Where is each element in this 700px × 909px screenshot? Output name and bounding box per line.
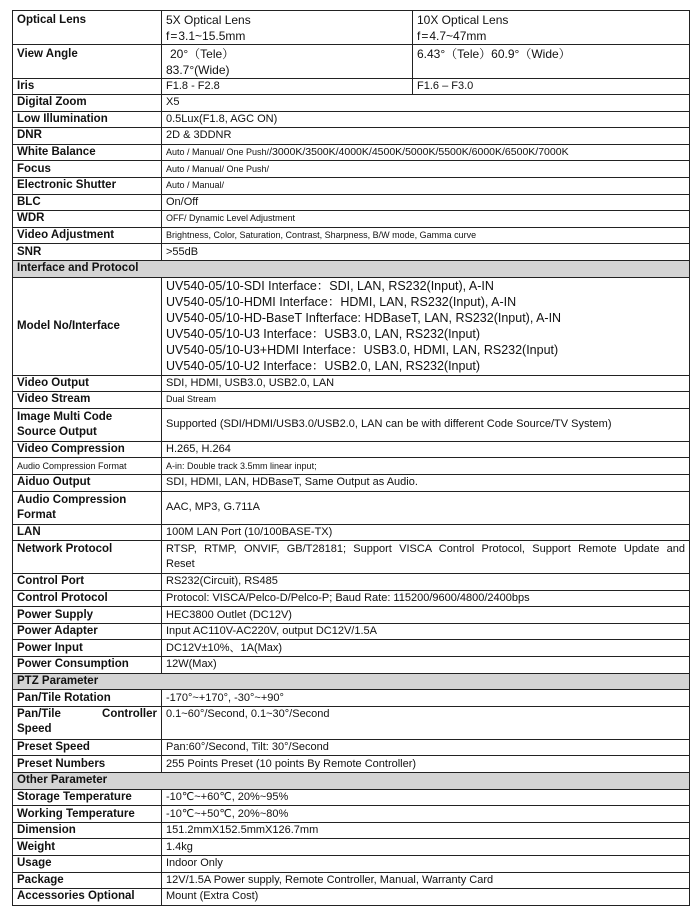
- row-view-angle: [13, 45, 690, 79]
- lens-5x-focal: f = 3.1~15.5mm: [166, 28, 246, 43]
- lens-5x-name: 5X Optical Lens: [166, 12, 251, 27]
- row-value: AAC, MP3, G.711A: [162, 491, 690, 524]
- row-video-compression: [13, 441, 690, 458]
- spec-row: [13, 839, 690, 856]
- row-label: Aiduo Output: [13, 474, 162, 491]
- lens-10x-name: 10X Optical Lens: [417, 12, 509, 27]
- view-5x-wide: 83.7°(Wide): [166, 62, 230, 77]
- row-audio-input: [13, 458, 690, 475]
- lens-10x-cell: [413, 11, 690, 45]
- row-value: -10℃~+60℃, 20%~95%: [162, 789, 690, 806]
- row-value: X5: [162, 95, 690, 112]
- spec-row: [13, 822, 690, 839]
- row-label: Accessories Optional: [13, 889, 162, 906]
- row-value: 12W(Max): [162, 657, 690, 674]
- row-label-line: [17, 707, 157, 722]
- row-value: RS232(Circuit), RS485: [162, 574, 690, 591]
- row-label: Model No/Interface: [13, 277, 162, 375]
- row-video-output: [13, 375, 690, 392]
- row-label: Audio Compression Format: [13, 458, 162, 475]
- row-label: Iris: [13, 79, 162, 95]
- spec-row: [13, 889, 690, 906]
- row-optical-lens: [13, 11, 690, 45]
- row-label: Power Adapter: [13, 623, 162, 640]
- row-value: 0.5Lux(F1.8, AGC ON): [162, 111, 690, 128]
- row-label: Video Output: [13, 375, 162, 392]
- spec-row: [13, 574, 690, 591]
- spec-row: [13, 872, 690, 889]
- network-protocol-line: Reset: [166, 558, 195, 571]
- row-value: 100M LAN Port (10/100BASE-TX): [162, 524, 690, 541]
- row-value: 1.4kg: [162, 839, 690, 856]
- row-label: [13, 706, 162, 739]
- row-value: Protocol: VISCA/Pelco-D/Pelco-P; Baud Rate: 115200/9600/4800/2400bps: [162, 590, 690, 607]
- row-preset-numbers: [13, 756, 690, 773]
- row-iris: [13, 79, 690, 95]
- row-network-protocol: [13, 541, 690, 574]
- spec-row: [13, 806, 690, 823]
- row-label: Electronic Shutter: [13, 177, 162, 194]
- row-label: Weight: [13, 839, 162, 856]
- row-label: View Angle: [13, 45, 162, 79]
- row-label: BLC: [13, 194, 162, 211]
- row-label: White Balance: [13, 144, 162, 161]
- section-other: [13, 773, 690, 790]
- row-label-line: Audio Compression: [17, 493, 127, 506]
- model-line: UV540-05/10-U3+HDMI Interface：USB3.0, HDMI, LAN, RS232(Input): [166, 343, 559, 358]
- row-label: [13, 408, 162, 441]
- row-label: SNR: [13, 244, 162, 261]
- row-label: Preset Numbers: [13, 756, 162, 773]
- spec-row: [13, 211, 690, 228]
- spec-row: [13, 856, 690, 873]
- spec-row: [13, 623, 690, 640]
- row-label: Video Adjustment: [13, 227, 162, 244]
- row-label-line: Speed: [17, 722, 52, 735]
- view-5x-tele: 20°（Tele）: [170, 46, 235, 61]
- row-value: -170°~+170°, -30°~+90°: [162, 690, 690, 707]
- row-image-multi: [13, 408, 690, 441]
- row-label: LAN: [13, 524, 162, 541]
- row-controller-speed: [13, 706, 690, 739]
- row-value: Auto / Manual/: [162, 177, 690, 194]
- row-value: Pan:60°/Second, Tilt: 30°/Second: [162, 739, 690, 756]
- row-value: HEC3800 Outlet (DC12V): [162, 607, 690, 624]
- row-value: 12V/1.5A Power supply, Remote Controller, Manual, Warranty Card: [162, 872, 690, 889]
- row-label: DNR: [13, 128, 162, 145]
- row-lan: [13, 524, 690, 541]
- iris-10x-value: F1.6 – F3.0: [413, 79, 690, 95]
- row-model-interface: [13, 277, 690, 375]
- row-label: Video Stream: [13, 392, 162, 409]
- section-title: Interface and Protocol: [13, 260, 690, 277]
- model-line: UV540-05/10-U3 Interface：USB3.0, LAN, RS232(Input): [166, 327, 481, 342]
- row-label-line: Source Output: [17, 425, 97, 438]
- model-line: UV540-05/10-HD-BaseT Infterface: HDBaseT, LAN, RS232(Input), A-IN: [166, 311, 562, 326]
- row-preset-speed: [13, 739, 690, 756]
- network-protocol-line: RTSP, RTMP, ONVIF, GB/T28181; Support VISCA Control Protocol, Support Remote Update and: [166, 543, 685, 556]
- row-label: Power Supply: [13, 607, 162, 624]
- model-line: UV540-05/10-HDMI Interface：HDMI, LAN, RS232(Input), A-IN: [166, 295, 517, 310]
- wb-kelvin-text: /3000K/3500K/4000K/4500K/5000K/5500K/6000K/6500K/7000K: [269, 146, 569, 159]
- row-value: DC12V±10%、1A(Max): [162, 640, 690, 657]
- row-value: Indoor Only: [162, 856, 690, 873]
- row-label: Package: [13, 872, 162, 889]
- row-label: Dimension: [13, 822, 162, 839]
- row-label: WDR: [13, 211, 162, 228]
- row-label: Preset Speed: [13, 739, 162, 756]
- row-label: Usage: [13, 856, 162, 873]
- row-value: SDI, HDMI, LAN, HDBaseT, Same Output as Audio.: [162, 474, 690, 491]
- view-5x-cell: [162, 45, 413, 79]
- row-value: 2D & 3DDNR: [162, 128, 690, 145]
- model-line: UV540-05/10-U2 Interface：USB2.0, LAN, RS232(Input): [166, 359, 481, 374]
- section-title: PTZ Parameter: [13, 673, 690, 690]
- row-audio-output: [13, 474, 690, 491]
- spec-row: [13, 194, 690, 211]
- row-label: Control Protocol: [13, 590, 162, 607]
- section-interface: [13, 260, 690, 277]
- spec-row: [13, 95, 690, 112]
- spec-row: [13, 161, 690, 178]
- row-label: Focus: [13, 161, 162, 178]
- row-value: Input AC110V-AC220V, output DC12V/1.5A: [162, 623, 690, 640]
- label-part: Pan/Tile: [17, 707, 61, 720]
- row-label: Low Illumination: [13, 111, 162, 128]
- wb-mode-text: Auto / Manual/ One Push/: [166, 147, 270, 158]
- row-value: A-in: Double track 3.5mm linear input;: [162, 458, 690, 475]
- row-label: Working Temperature: [13, 806, 162, 823]
- row-value: Mount (Extra Cost): [162, 889, 690, 906]
- row-video-stream: [13, 392, 690, 409]
- spec-row: [13, 657, 690, 674]
- row-value: H.265, H.264: [162, 441, 690, 458]
- spec-table: [12, 10, 690, 906]
- iris-5x-value: F1.8 - F2.8: [162, 79, 413, 95]
- spec-row: [13, 607, 690, 624]
- row-value: [162, 144, 690, 161]
- label-part: Controller: [102, 707, 157, 720]
- spec-row: [13, 227, 690, 244]
- row-audio-compression: [13, 491, 690, 524]
- row-value: [162, 541, 690, 574]
- row-label-line: Format: [17, 508, 56, 521]
- spec-row: [13, 111, 690, 128]
- row-value: Dual Stream: [162, 392, 690, 409]
- spec-row: [13, 640, 690, 657]
- row-value: SDI, HDMI, USB3.0, USB2.0, LAN: [162, 375, 690, 392]
- spec-row: [13, 789, 690, 806]
- row-value: 151.2mmX152.5mmX126.7mm: [162, 822, 690, 839]
- row-value: Supported (SDI/HDMI/USB3.0/USB2.0, LAN can be with different Code Source/TV System): [162, 408, 690, 441]
- spec-row: [13, 177, 690, 194]
- row-value: 0.1~60°/Second, 0.1~30°/Second: [162, 706, 690, 739]
- row-label: Optical Lens: [13, 11, 162, 45]
- section-title: Other Parameter: [13, 773, 690, 790]
- section-ptz: [13, 673, 690, 690]
- row-label: [13, 491, 162, 524]
- model-line: UV540-05/10-SDI Interface：SDI, LAN, RS232(Input), A-IN: [166, 279, 494, 294]
- row-label: Power Consumption: [13, 657, 162, 674]
- spec-row: [13, 144, 690, 161]
- spec-row: [13, 590, 690, 607]
- row-label: Video Compression: [13, 441, 162, 458]
- row-pan-tilt: [13, 690, 690, 707]
- spec-row: [13, 128, 690, 145]
- row-label: Control Port: [13, 574, 162, 591]
- row-label: Network Protocol: [13, 541, 162, 574]
- row-value: On/Off: [162, 194, 690, 211]
- row-label: Pan/Tile Rotation: [13, 690, 162, 707]
- row-label: Digital Zoom: [13, 95, 162, 112]
- row-value: Brightness, Color, Saturation, Contrast, Sharpness, B/W mode, Gamma curve: [162, 227, 690, 244]
- lens-10x-focal: f = 4.7~47mm: [417, 28, 487, 43]
- lens-5x-cell: [162, 11, 413, 45]
- row-value: -10℃~+50℃, 20%~80%: [162, 806, 690, 823]
- row-label: Storage Temperature: [13, 789, 162, 806]
- row-label: Power Input: [13, 640, 162, 657]
- spec-row: [13, 244, 690, 261]
- row-label-line: Image Multi Code: [17, 410, 113, 423]
- model-list: [162, 277, 690, 375]
- view-10x-cell: 6.43°（Tele）60.9°（Wide）: [413, 45, 690, 79]
- row-value: >55dB: [162, 244, 690, 261]
- row-value: 255 Points Preset (10 points By Remote Controller): [162, 756, 690, 773]
- row-value: OFF/ Dynamic Level Adjustment: [162, 211, 690, 228]
- row-value: Auto / Manual/ One Push/: [162, 161, 690, 178]
